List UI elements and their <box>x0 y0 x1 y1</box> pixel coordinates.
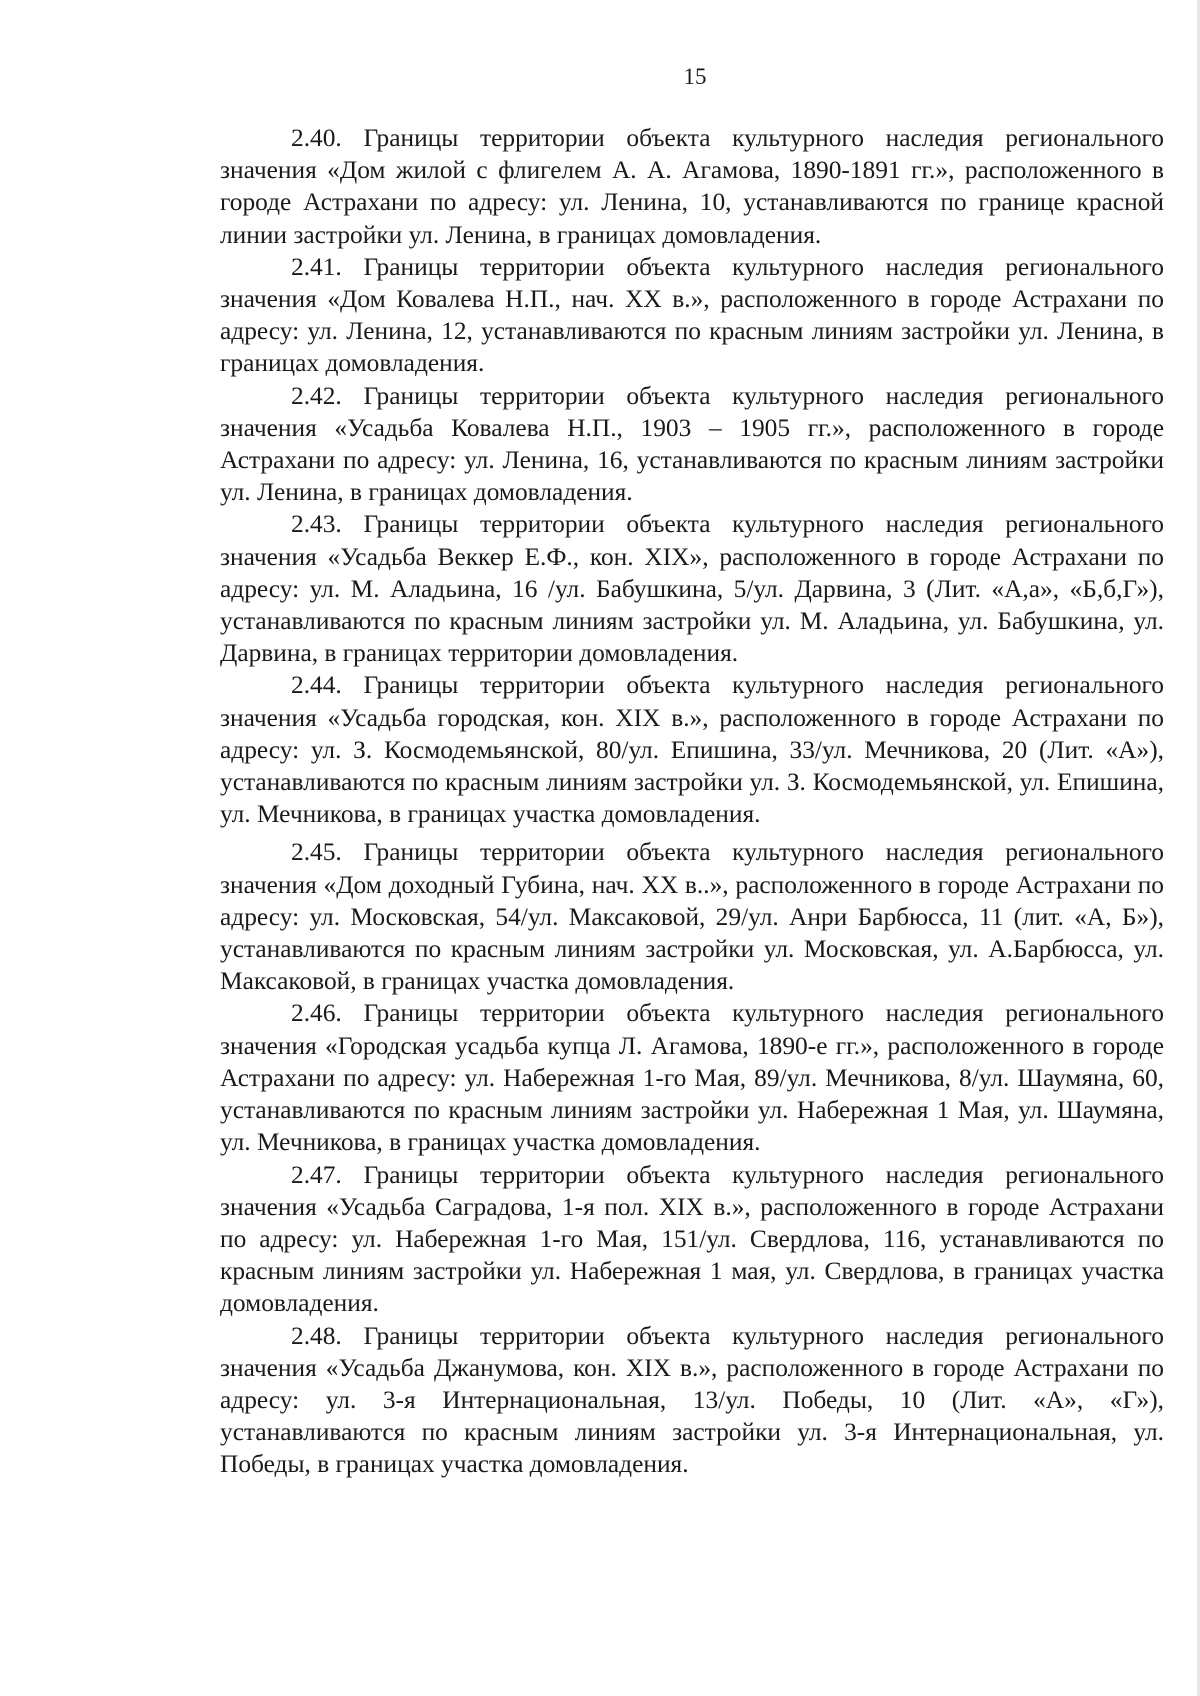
paragraph-2-48: 2.48. Границы территории объекта культурного наследия регионального значения «Усадьба Джанумова, кон. XIX в.», расположенного в городе Астрахани по адресу: ул. 3-я Интернациональная, 13/ул. Победы, 10 (Лит. «А», «Г»), устанавливаются по красным линиям застройки ул. 3-я Интернациональная, ул. Победы, в границах участка домовладения. <box>220 1321 1164 1479</box>
document-body <box>220 122 1164 1481</box>
paragraph-2-45: 2.45. Границы территории объекта культурного наследия регионального значения «Дом доходный Губина, нач. XX в..», расположенного в городе Астрахани по адресу: ул. Московская, 54/ул. Максаковой, 29/ул. Анри Барбюсса, 11 (лит. «А, Б»), устанавливаются по красным линиям застройки ул. Московская, ул. А.Барбюсса, ул. Максаковой, в границах участка домовладения. <box>220 838 1164 996</box>
paragraph-2-44: 2.44. Границы территории объекта культурного наследия регионального значения «Усадьба городская, кон. XIX в.», расположенного в городе Астрахани по адресу: ул. З. Космодемьянской, 80/ул. Епишина, 33/ул. Мечникова, 20 (Лит. «А»), устанавливаются по красным линиям застройки ул. З. Космодемьянской, ул. Епишина, ул. Мечникова, в границах участка домовладения. <box>220 671 1164 829</box>
paragraph-2-46: 2.46. Границы территории объекта культурного наследия регионального значения «Городская усадьба купца Л. Агамова, 1890-е гг.», расположенного в городе Астрахани по адресу: ул. Набережная 1-го Мая, 89/ул. Мечникова, 8/ул. Шаумяна, 60, устанавливаются по красным линиям застройки ул. Набережная 1 Мая, ул. Шаумяна, ул. Мечникова, в границах участка домовладения. <box>220 999 1164 1157</box>
paragraph-2-41: 2.41. Границы территории объекта культурного наследия регионального значения «Дом Ковалева Н.П., нач. XX в.», расположенного в городе Астрахани по адресу: ул. Ленина, 12, устанавливаются по красным линиям застройки ул. Ленина, в границах домовладения. <box>220 252 1164 378</box>
paragraph-2-40: 2.40. Границы территории объекта культурного наследия регионального значения «Дом жилой с флигелем А. А. Агамова, 1890-1891 гг.», расположенного в городе Астрахани по адресу: ул. Ленина, 10, устанавливаются по границе красной линии застройки ул. Ленина, в границах домовладения. <box>220 124 1164 249</box>
page-number: 15 <box>683 64 707 89</box>
paragraph-2-47: 2.47. Границы территории объекта культурного наследия регионального значения «Усадьба Саградова, 1-я пол. XIX в.», расположенного в городе Астрахани по адресу: ул. Набережная 1-го Мая, 151/ул. Свердлова, 116, устанавливаются по красным линиям застройки ул. Набережная 1 мая, ул. Свердлова, в границах участка домовладения. <box>220 1160 1164 1318</box>
paragraph-2-42: 2.42. Границы территории объекта культурного наследия регионального значения «Усадьба Ковалева Н.П., 1903 – 1905 гг.», расположенного в городе Астрахани по адресу: ул. Ленина, 16, устанавливаются по красным линиям застройки ул. Ленина, в границах домовладения. <box>220 381 1164 507</box>
paragraph-2-43: 2.43. Границы территории объекта культурного наследия регионального значения «Усадьба Веккер Е.Ф., кон. XIX», расположенного в городе Астрахани по адресу: ул. М. Аладьина, 16 /ул. Бабушкина, 5/ул. Дарвина, 3 (Лит. «А,а», «Б,б,Г»), устанавливаются по красным линиям застройки ул. М. Аладьина, ул. Бабушкина, ул. Дарвина, в границах территории домовладения. <box>220 510 1164 668</box>
